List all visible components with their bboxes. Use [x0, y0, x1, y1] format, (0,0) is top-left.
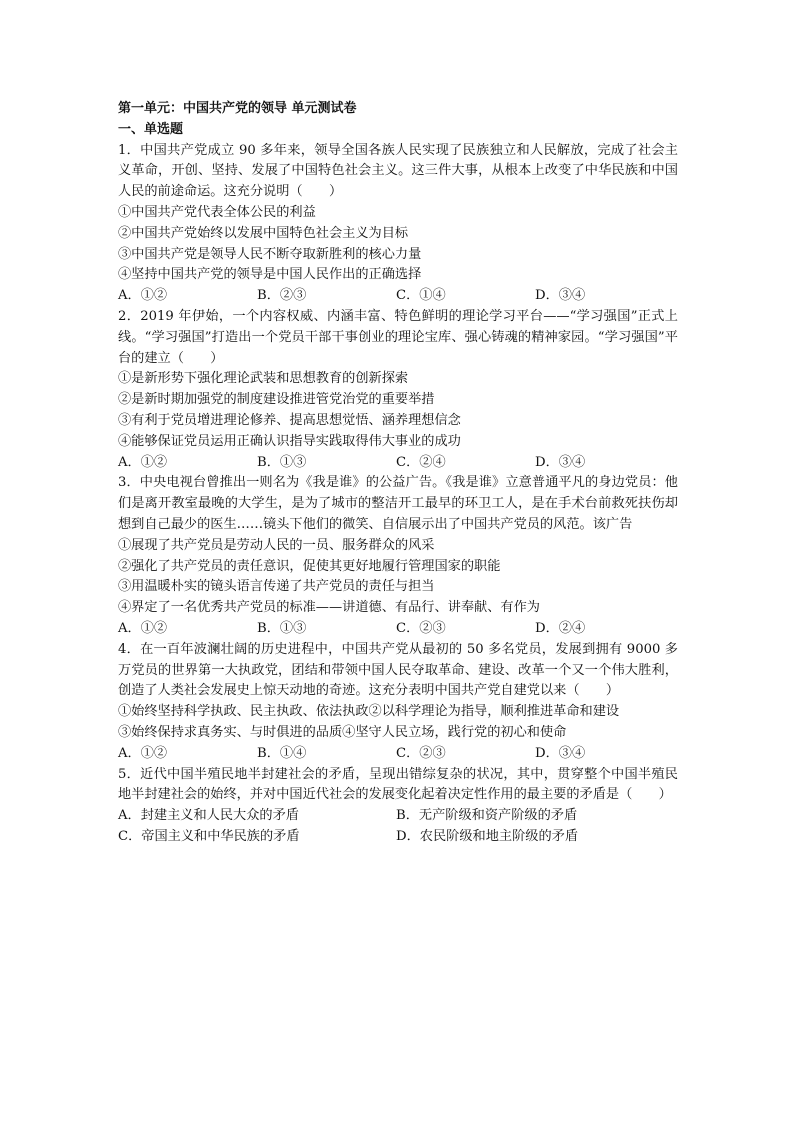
statement-item: ③中国共产党是领导人民不断夺取新胜利的核心力量: [118, 246, 422, 262]
statement-item: ①展现了共产党员是劳动人民的一员、服务群众的风采: [118, 537, 435, 553]
option-d[interactable]: D．农民阶级和地主阶级的矛盾: [396, 828, 579, 844]
statement-item: ②强化了共产党员的责任意识，促使其更好地履行管理国家的职能: [118, 558, 501, 574]
option-b[interactable]: B．①④: [257, 745, 307, 761]
statement-item: ③用温暖朴实的镜头语言传递了共产党员的责任与担当: [118, 579, 435, 595]
question-stem: 5．近代中国半殖民地半封建社会的矛盾，呈现出错综复杂的状况，其中，贯穿整个中国半殖民地半封建社会的始终，并对中国近代社会的发展变化起着决定性作用的最主要的矛盾是（ ）: [118, 766, 678, 803]
question-4: [118, 640, 678, 765]
option-d[interactable]: D．③④: [535, 454, 586, 470]
option-c[interactable]: C．①④: [396, 288, 446, 304]
option-c[interactable]: C．②③: [396, 620, 446, 636]
statement-item: ④坚持中国共产党的领导是中国人民作出的正确选择: [118, 267, 422, 283]
answer-options: [118, 827, 678, 848]
answer-options: [118, 744, 678, 765]
question-2: [118, 307, 678, 473]
option-b[interactable]: B．①③: [257, 620, 307, 636]
statement-item: ①始终坚持科学执政、民主执政、依法执政②以科学理论为指导，顺利推进革命和建设: [118, 704, 620, 720]
answer-options: [118, 453, 678, 474]
option-a[interactable]: A．①②: [118, 745, 168, 761]
question-stem: 2．2019 年伊始，一个内容权威、内涵丰富、特色鲜明的理论学习平台——“学习强国”正式上线。“学习强国”打造出一个党员干部干事创业的理论宝库、强心铸魂的精神家园。“学习强国”平台的建立（ ）: [118, 308, 678, 366]
statement-item: ①是新形势下强化理论武装和思想教育的创新探索: [118, 371, 409, 387]
answer-options: [118, 286, 678, 307]
option-a[interactable]: A．封建主义和人民大众的矛盾: [118, 808, 299, 824]
exam-paper: [118, 99, 678, 848]
statement-item: ②是新时期加强党的制度建设推进管党治党的重要举措: [118, 392, 435, 408]
question-stem: 3．中央电视台曾推出一则名为《我是谁》的公益广告。《我是谁》立意普通平凡的身边党员：他们是离开教室最晚的大学生，是为了城市的整洁开工最早的环卫工人，是在手术台前救死扶伤却想到自己最少的医生……镜头下他们的微笑、自信展示出了中国共产党员的风范。该广告: [118, 475, 678, 532]
option-b[interactable]: B．②③: [257, 288, 307, 304]
statement-item: ④能够保证党员运用正确认识指导实践取得伟大事业的成功: [118, 433, 461, 449]
option-c[interactable]: C．②④: [396, 454, 446, 470]
statement-item: ②中国共产党始终以发展中国特色社会主义为目标: [118, 225, 409, 241]
statement-item: ④界定了一名优秀共产党员的标准——讲道德、有品行、讲奉献、有作为: [118, 600, 540, 616]
question-1: [118, 141, 678, 307]
option-b[interactable]: B．无产阶级和资产阶级的矛盾: [396, 808, 578, 824]
option-c[interactable]: C．②③: [396, 745, 446, 761]
question-stem: 4．在一百年波澜壮阔的历史进程中，中国共产党从最初的 50 多名党员，发展到拥有 9000 多万党员的世界第一大执政党，团结和带领中国人民夺取革命、建设、改革一个又一个伟大胜利，创造了人类社会发展史上惊天动地的奇迹。这充分表明中国共产党自建党以来（ ）: [118, 641, 678, 699]
option-d[interactable]: D．③④: [535, 288, 586, 304]
option-a[interactable]: A．①②: [118, 620, 168, 636]
statement-item: ③始终保持求真务实、与时俱进的品质④坚守人民立场，践行党的初心和使命: [118, 724, 567, 740]
option-a[interactable]: A．①②: [118, 288, 168, 304]
option-b[interactable]: B．①③: [257, 454, 307, 470]
option-d[interactable]: D．②④: [535, 620, 586, 636]
question-3: [118, 473, 678, 639]
option-a[interactable]: A．①②: [118, 454, 168, 470]
section-heading: 一、单选题: [118, 121, 184, 137]
answer-options: [118, 619, 678, 640]
question-stem: 1．中国共产党成立 90 多年来，领导全国各族人民实现了民族独立和人民解放，完成了社会主义革命，开创、坚持、发展了中国特色社会主义。这三件大事，从根本上改变了中华民族和中国人民的前途命运。这充分说明（ ）: [118, 142, 678, 200]
question-5: [118, 765, 678, 848]
option-d[interactable]: D．③④: [535, 745, 586, 761]
paper-title: 第一单元：中国共产党的领导 单元测试卷: [118, 101, 357, 116]
option-c[interactable]: C．帝国主义和中华民族的矛盾: [118, 828, 300, 844]
statement-item: ③有利于党员增进理论修养、提高思想觉悟、涵养理想信念: [118, 412, 461, 428]
answer-options: [118, 806, 678, 827]
statement-item: ①中国共产党代表全体公民的利益: [118, 204, 316, 220]
